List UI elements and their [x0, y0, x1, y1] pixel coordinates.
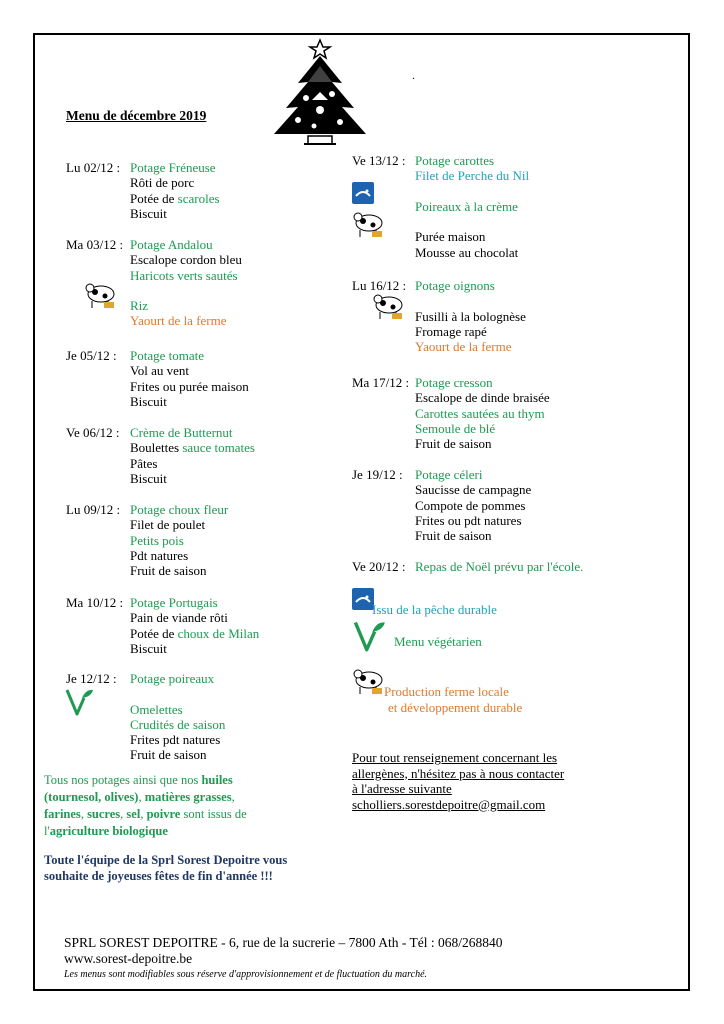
menu-item: Potage choux fleur	[130, 502, 229, 517]
menu-item: Yaourt de la ferme	[130, 313, 227, 329]
bio-text: ,	[140, 807, 147, 821]
bio-text: sont issus de l'	[44, 807, 247, 838]
cow-icon	[372, 291, 406, 321]
contact-line: allergènes, n'hésitez pas à nous contacter	[352, 765, 565, 781]
menu-item: Frites ou purée maison	[130, 378, 249, 394]
menu-item: Frites ou pdt natures	[415, 512, 522, 528]
menu-item: Crème de Butternut	[130, 425, 233, 440]
menu-item: Mousse au chocolat	[415, 244, 519, 260]
bio-bold: huiles (tournesol, olives)	[44, 773, 233, 804]
christmas-tree-icon	[268, 38, 372, 150]
menu-item-part: Potée de	[130, 625, 178, 641]
contact-line: Pour tout renseignement concernant les	[352, 750, 558, 765]
menu-item-part: Boulettes	[130, 440, 183, 456]
bio-bold: farines	[44, 807, 81, 821]
menu-item: Fruit de saison	[130, 747, 207, 763]
menu-item: Fromage rapé	[415, 323, 487, 339]
menu-item: Frites pdt natures	[130, 732, 221, 748]
menu-item: Potage cresson	[415, 375, 493, 390]
bio-text: Tous nos potages ainsi que nos	[44, 773, 202, 787]
menu-item: Fruit de saison	[130, 563, 207, 579]
menu-item: Escalope cordon bleu	[130, 252, 242, 268]
menu-item: Rôti de porc	[130, 175, 195, 191]
menu-item	[415, 293, 526, 308]
menu-item: Biscuit	[130, 470, 167, 486]
menu-item: Pain de viande rôti	[130, 610, 228, 626]
menu-item: Pâtes	[130, 455, 158, 471]
vegetarian-v-icon	[352, 618, 386, 652]
menu-item: Filet de poulet	[130, 517, 206, 533]
menu-day-date: Lu 16/12 :	[352, 278, 407, 293]
menu-item: Riz	[130, 298, 149, 314]
menu-item: Filet de Perche du Nil	[415, 168, 530, 184]
menu-item: Vol au vent	[130, 363, 189, 379]
menu-item: Potage oignons	[415, 278, 495, 293]
footer-address: SPRL SOREST DEPOITRE - 6, rue de la sucrerie – 7800 Ath - Tél : 068/268840	[64, 935, 503, 950]
menu-day-date: Ma 17/12 :	[352, 375, 410, 390]
menu-item: Potage céleri	[415, 467, 483, 482]
msc-label-icon	[352, 182, 374, 204]
bio-text: ,	[120, 807, 127, 821]
menu-item	[130, 686, 225, 701]
menu-item	[130, 283, 242, 298]
menu-item: Biscuit	[130, 205, 167, 221]
contact-email-link[interactable]: scholliers.sorestdepoitre@gmail.com	[352, 796, 546, 812]
bio-bold: sel	[126, 807, 141, 821]
legend-local-line2: et développement durable	[388, 700, 523, 715]
menu-item: Semoule de blé	[415, 420, 496, 436]
menu-day-date: Ma 03/12 :	[66, 237, 124, 252]
menu-item: Potage Fréneuse	[130, 160, 216, 175]
menu-item: Saucisse de campagne	[415, 482, 532, 498]
menu-item: Pdt natures	[130, 547, 189, 563]
stray-dot: .	[412, 68, 415, 82]
menu-day-date: Ve 20/12 :	[352, 559, 406, 574]
menu-day-items	[130, 160, 220, 221]
bio-bold: matières grasses	[144, 790, 232, 804]
menu-day-items	[130, 671, 225, 763]
menu-item: Yaourt de la ferme	[415, 339, 512, 355]
bio-text: ,	[231, 790, 235, 804]
cow-icon	[352, 209, 386, 239]
menu-item-part: scaroles	[177, 190, 220, 206]
menu-item	[415, 184, 529, 199]
menu-item	[415, 214, 529, 229]
page-title: Menu de décembre 2019	[66, 108, 207, 123]
menu-day-items	[130, 502, 228, 578]
menu-item: Compote de pommes	[415, 497, 526, 513]
menu-item: Fusilli à la bolognèse	[415, 308, 526, 324]
footer	[64, 935, 502, 983]
bio-bold: sucres	[87, 807, 121, 821]
menu-day-date: Lu 02/12 :	[66, 160, 121, 175]
bio-bold: poivre	[146, 807, 181, 821]
menu-item: Crudités de saison	[130, 716, 226, 732]
menu-item: Haricots verts sautés	[130, 267, 238, 283]
menu-item: Potage Andalou	[130, 237, 213, 252]
contact-block	[352, 750, 632, 812]
menu-day-items	[415, 467, 531, 543]
bio-statement	[44, 772, 274, 840]
cow-icon	[352, 666, 386, 696]
holiday-wishes: Toute l'équipe de la Sprl Sorest Depoitre vous souhaite de joyeuses fêtes de fin d'année !!!	[44, 853, 288, 883]
menu-day-date: Lu 09/12 :	[66, 502, 121, 517]
menu-day-date: Ma 10/12 :	[66, 595, 124, 610]
menu-day-items	[415, 278, 526, 354]
menu-day-items	[130, 425, 255, 486]
menu-item: Repas de Noël prévu par l'école.	[415, 559, 584, 574]
menu-item: Potage poireaux	[130, 671, 215, 686]
menu-item: Omelettes	[130, 701, 183, 717]
contact-line: à l'adresse suivante	[352, 781, 452, 796]
menu-item: Potage carottes	[415, 153, 495, 168]
menu-item: Carottes sautées au thym	[415, 405, 545, 421]
menu-day-date: Je 05/12 :	[66, 348, 117, 363]
menu-item: Poireaux à la crème	[415, 198, 518, 214]
menu-day-items	[130, 595, 259, 656]
legend-msc-label: Issu de la pêche durable	[372, 602, 497, 617]
menu-day-items	[415, 559, 583, 574]
menu-item	[130, 440, 255, 455]
menu-item-part: Potée de	[130, 190, 178, 206]
menu-item	[130, 626, 259, 641]
bio-bold: agriculture biologique	[49, 824, 168, 838]
menu-day-items	[130, 348, 249, 409]
menu-item: Escalope de dinde braisée	[415, 390, 550, 406]
menu-day-items	[415, 153, 529, 260]
menu-day-items	[415, 375, 550, 451]
menu-day-date: Ve 13/12 :	[352, 153, 406, 168]
menu-item: Biscuit	[130, 393, 167, 409]
menu-day-items	[130, 237, 242, 329]
menu-item: Biscuit	[130, 640, 167, 656]
menu-item-part: sauce tomates	[182, 440, 255, 456]
vegetarian-v-icon	[64, 686, 94, 716]
menu-item: Petits pois	[130, 532, 184, 548]
menu-item: Fruit de saison	[415, 436, 492, 452]
bio-text: ,	[80, 807, 88, 821]
msc-label-icon	[352, 588, 374, 610]
cow-icon	[84, 280, 118, 310]
menu-day-date: Je 12/12 :	[66, 671, 117, 686]
menu-item: Potage tomate	[130, 348, 205, 363]
menu-day-date: Je 19/12 :	[352, 467, 403, 482]
menu-item: Potage Portugais	[130, 595, 218, 610]
footer-note: Les menus sont modifiables sous réserve d'approvisionnement et de fluctuation du marché.	[64, 969, 428, 980]
footer-website-link[interactable]: www.sorest-depoitre.be	[64, 951, 193, 966]
legend-local-line1: Production ferme locale	[384, 684, 509, 699]
menu-item: Fruit de saison	[415, 528, 492, 544]
menu-item-part: choux de Milan	[177, 625, 260, 641]
menu-item	[130, 191, 220, 206]
menu-day-date: Ve 06/12 :	[66, 425, 120, 440]
menu-item: Purée maison	[415, 229, 486, 245]
bio-text: ,	[138, 790, 145, 804]
legend-veg-label: Menu végétarien	[394, 634, 482, 649]
